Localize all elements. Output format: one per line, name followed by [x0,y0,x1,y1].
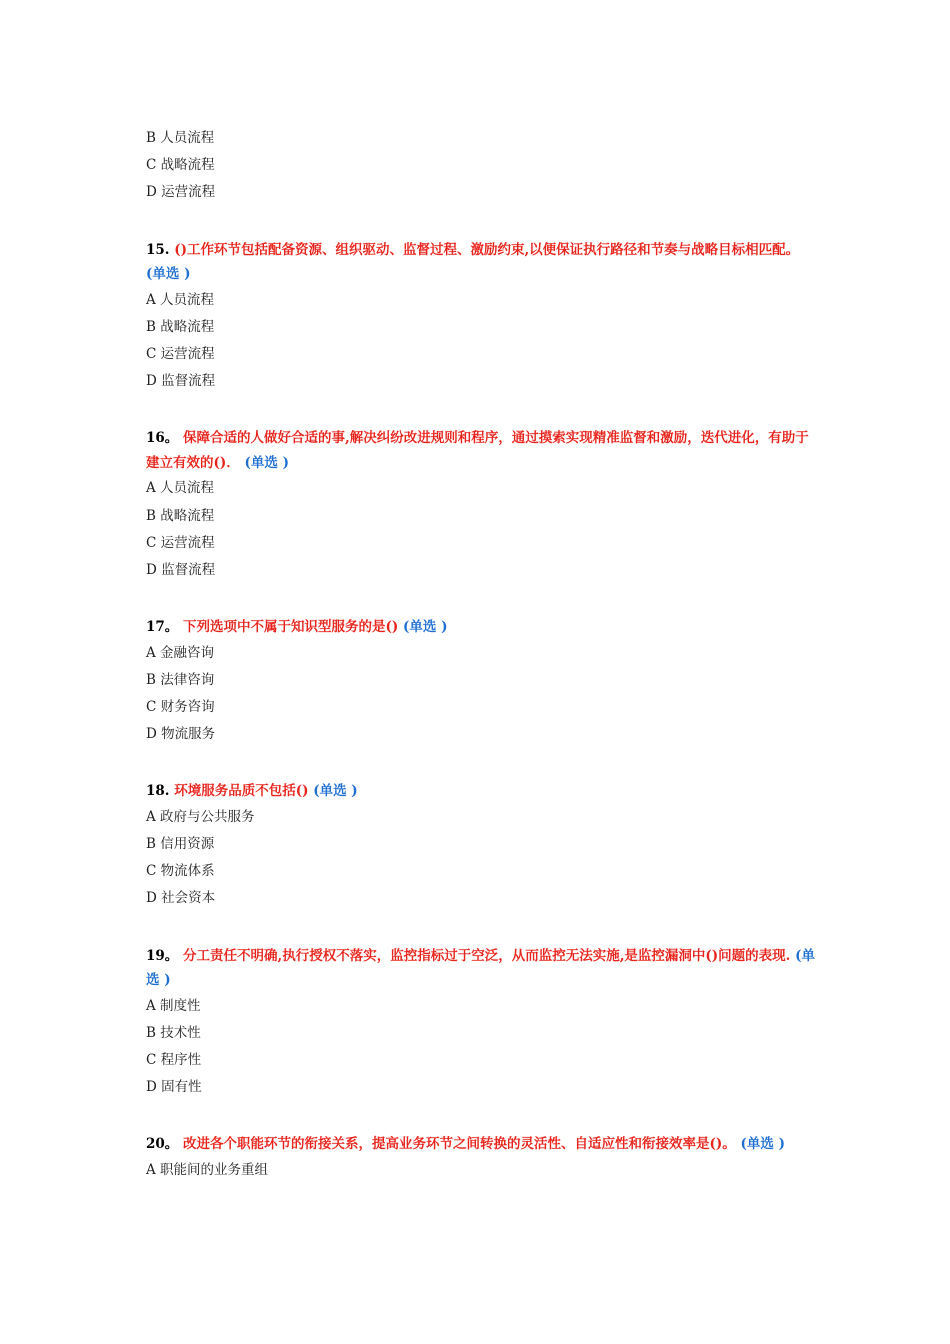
question-stem [146,615,816,640]
question-18 [146,779,816,915]
question-type-tag: (单选 ) [313,783,358,800]
question-text: 保障合适的人做好合适的事,解决纠纷改进规则和程序，通过摸索实现精准监督和激励，迭代进化，有助于建立有效的()． [146,430,809,471]
option: B 战略流程 [146,507,215,524]
option: C 程序性 [146,1051,202,1068]
question-type-tag: (单选 ) [146,266,191,283]
option: B 战略流程 [146,318,215,335]
question-number: 20。 [146,1136,179,1153]
option: C 运营流程 [146,534,215,551]
question-type-tag: (单选 ) [402,619,448,636]
question-number: 15. [146,241,170,258]
question-type-tag: (单选 ) [244,454,289,471]
option: A 职能间的业务重组 [146,1161,269,1178]
option: B 技术性 [146,1024,201,1041]
option: A 金融咨询 [146,644,215,661]
question-text: 改进各个职能环节的衔接关系，提高业务环节之间转换的灵活性、自适应性和衔接效率是()。 [183,1136,736,1153]
question-stem [146,944,816,993]
question-number: 17。 [146,619,179,636]
question-16 [146,426,816,587]
option: D 物流服务 [146,726,216,743]
option: A 制度性 [146,997,201,1014]
question-type-tag: (单选 ) [146,947,815,989]
option: B 法律咨询 [146,671,215,688]
option: D 运营流程 [146,184,216,201]
question-number: 19。 [146,947,179,964]
option: C 战略流程 [146,157,215,174]
question-19 [146,944,816,1105]
question-text: ()工作环节包括配备资源、组织驱动、监督过程、激励约束,以便保证执行路径和节奏与战略目标相匹配。 [174,241,800,258]
question-stem [146,426,816,475]
question-number: 18. [146,783,170,800]
question-stem [146,1132,816,1157]
question-text: 下列选项中不属于知识型服务的是() [183,619,399,636]
question-stem [146,779,816,804]
question-text: 分工责任不明确,执行授权不落实，监控指标过于空泛，从而监控无法实施,是监控漏洞中()问题的表现. [183,947,791,964]
question-number: 16。 [146,430,179,447]
option: B 信用资源 [146,836,215,852]
question-20 [146,1132,816,1187]
option: A 人员流程 [146,291,215,308]
option: C 运营流程 [146,345,215,362]
option: D 监督流程 [146,561,216,578]
option: D 监督流程 [146,373,216,390]
document-page [146,128,816,1187]
option: C 物流体系 [146,863,215,880]
question-15 [146,238,816,399]
option: B 人员流程 [146,130,215,146]
question-text: 环境服务品质不包括() [174,783,309,800]
question-type-tag: (单选 ) [740,1136,785,1153]
previous-question-options [146,128,816,210]
option: D 固有性 [146,1079,202,1096]
question-17 [146,615,816,751]
option: A 政府与公共服务 [146,808,255,825]
option: D 社会资本 [146,890,216,907]
option: A 人员流程 [146,480,215,497]
question-stem [146,238,816,287]
option: C 财务咨询 [146,698,215,715]
